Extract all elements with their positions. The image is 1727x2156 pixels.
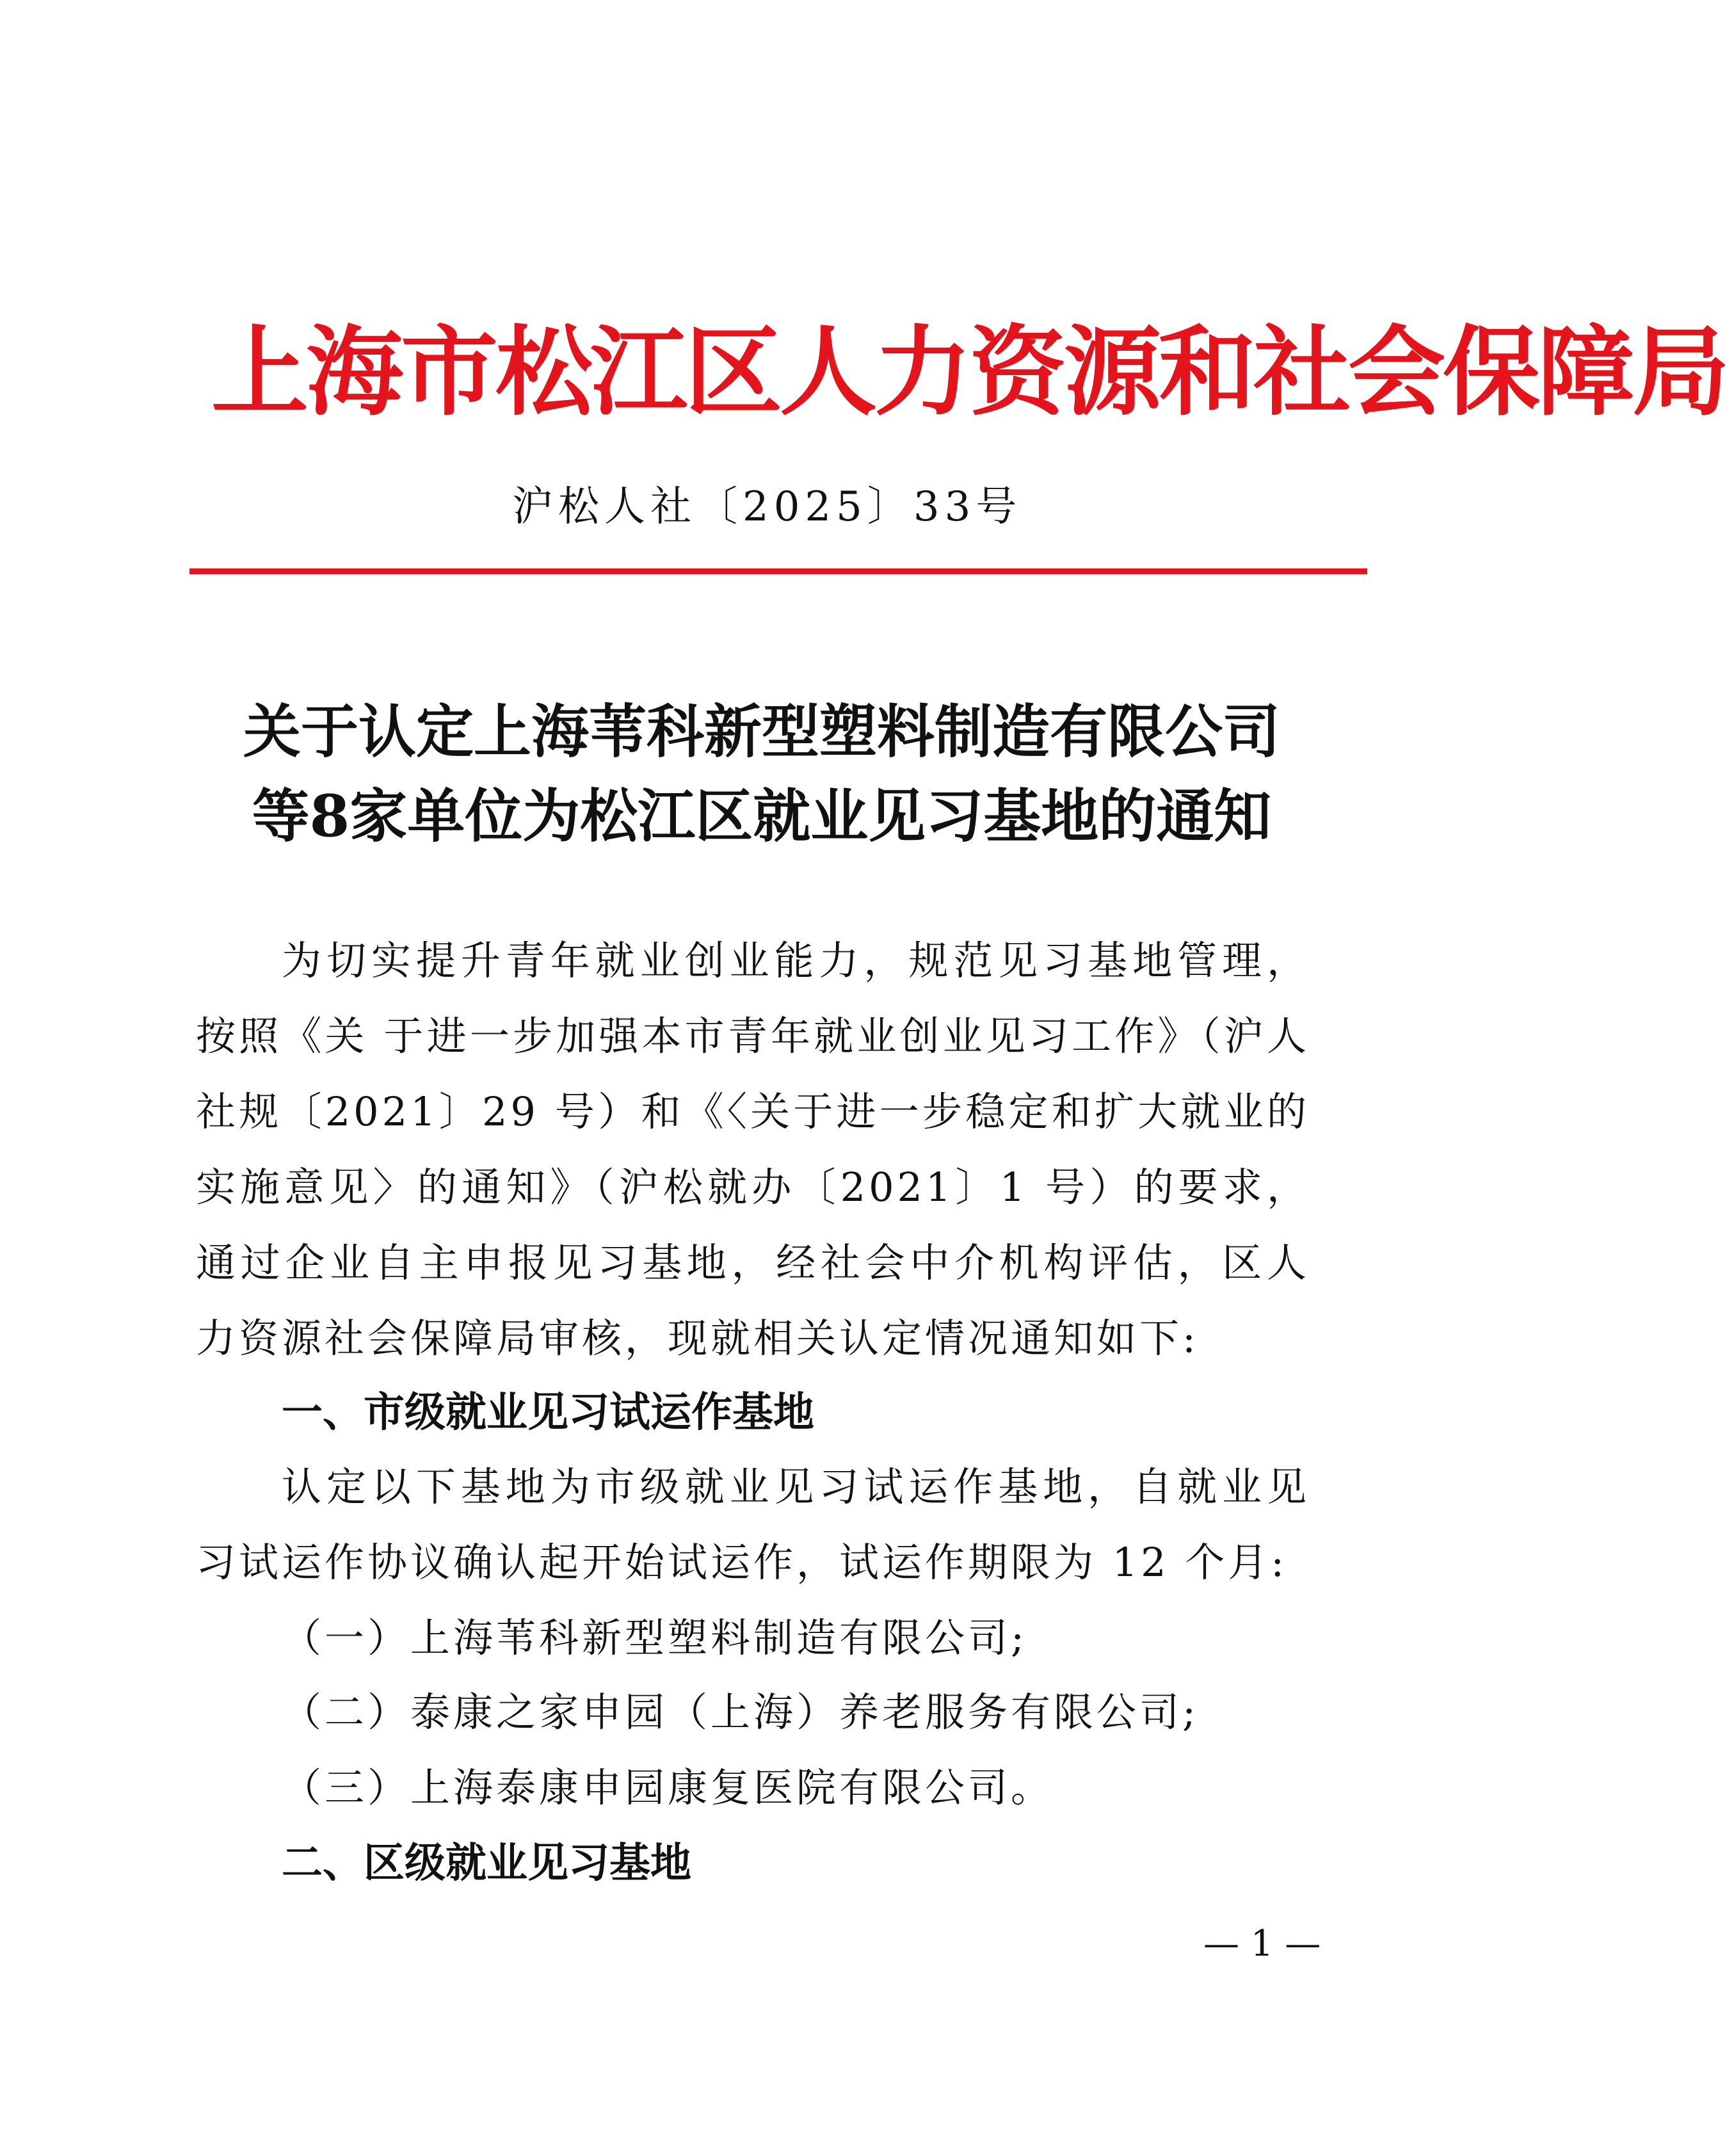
document-number: 沪松人社〔2025〕33号 [512,483,1022,531]
intro-paragraph: 为切实提升青年就业创业能力，规范见习基地管理，按照《关 于进一步加强本市青年就业创业见习工作》（沪人社规〔2021〕29 号）和《〈关于进一步稳定和扩大就业的实施意见〉的通知》（沪松就办〔2021〕1 号）的要求，通过企业自主申报见习基地，经社会中介机构评估，区人力资源社会保障局审核，现就相关认定情况通知如下: [196,937,1310,1362]
section-1-item-1: （一）上海苇科新型塑料制造有限公司; [282,1614,1027,1661]
notice-title-line-1: 关于认定上海苇科新型塑料制造有限公司 [243,698,1280,766]
notice-title-line-2: 等8家单位为松江区就业见习基地的通知 [252,782,1272,850]
section-1-paragraph: 认定以下基地为市级就业见习试运作基地，自就业见习试运作协议确认起开始试运作，试运作期限为 12 个月: [196,1463,1310,1586]
section-1-heading: 一、市级就业见习试运作基地 [282,1389,814,1436]
page-number: — 1 — [1203,1923,1321,1965]
section-2-heading: 二、区级就业见习基地 [282,1840,691,1887]
section-1-item-3: （三）上海泰康申园康复医院有限公司。 [282,1764,1054,1811]
organization-title: 上海市松江区人力资源和社会保障局 [211,316,1727,429]
section-1-item-2: （二）泰康之家申园（上海）养老服务有限公司; [282,1689,1199,1735]
red-divider-line [189,568,1367,574]
